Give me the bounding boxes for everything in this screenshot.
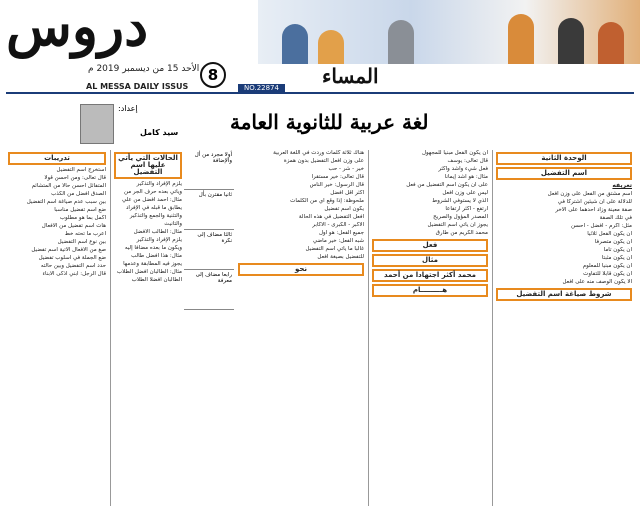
- author-photo: [80, 104, 114, 144]
- section-heading-2: مثال: [372, 254, 488, 267]
- text-line: جميع الفعل: هو أول: [319, 230, 364, 236]
- text-line: المصدر المؤول والصريح: [433, 214, 488, 220]
- text-line: يجوز فيه المطابقة وعدمها: [123, 261, 182, 267]
- text-line: مثل: أكرم - أفضل - أحسن: [570, 223, 632, 229]
- text-line: للتفضيل بصيغة أفعل: [317, 254, 364, 260]
- column-cases: [112, 150, 184, 506]
- text-line: أن يكون الفعل ثلاثيا: [587, 231, 632, 237]
- exercises-text: [8, 167, 106, 278]
- text-line: يكون اسم تفضيل: [324, 206, 364, 212]
- text-line: الطالبان أفضلا الطلاب: [131, 277, 182, 283]
- cases-text: [114, 181, 182, 284]
- text-line: أن يكون قابلا للتفاوت: [583, 271, 632, 277]
- text-line: ليس على وزن أفعل: [442, 190, 488, 196]
- section-heading-4: هـــــــــام: [372, 284, 488, 297]
- text-line: قال تعالى: يوسف: [447, 158, 488, 164]
- issue-date: الأحد 15 من ديسمبر 2019 م: [88, 64, 200, 74]
- text-line: صغ من الأفعال الآتية اسم تفضيل: [31, 247, 106, 253]
- text-line: يجوز أن يأتي اسم التفضيل: [427, 222, 488, 228]
- text-line: شبه الفعل: خير ماضي: [312, 238, 364, 244]
- text-line: أن يكون مبنيا للمعلوم: [582, 263, 632, 269]
- text-line: والتثنية والجمع والتذكير: [129, 213, 182, 219]
- grammar-heading: نحو: [238, 263, 364, 276]
- text-line: قال تعالى: ومن أحسن قولا: [44, 175, 106, 181]
- text-line: يلزم الإفراد والتذكير: [136, 237, 182, 243]
- text-line: ضع الجملة في أسلوب تفضيل: [38, 255, 106, 261]
- column-lesson: [494, 150, 634, 506]
- text-line: فعل شيء وأشد وأكثر: [438, 166, 488, 172]
- text-line: صفة معينة وزاد أحدهما على الآخر: [555, 207, 632, 213]
- lesson-text: [496, 191, 632, 286]
- text-line: الأكبر - الكبرى - الأكابر: [312, 222, 364, 228]
- text-line: في تلك الصفة: [599, 215, 632, 221]
- text-line: أن يكون تاما: [603, 247, 632, 253]
- header-photo-collage: [258, 0, 640, 64]
- issue-number: NO.22874: [238, 84, 285, 92]
- text-line: قال الرجل: ابني أذكى الأبناء: [42, 271, 106, 277]
- cases-heading: الحالات التي يأتي عليها اسم التفضيل: [114, 152, 182, 179]
- text-line: يطابق ما قبله في الإفراد: [125, 205, 182, 211]
- section-heading-3: محمد أكثر اجتهادا من أحمد: [372, 269, 488, 282]
- text-line: ويأتي بعده حرف الجر من: [124, 189, 182, 195]
- text-line: على وزن أفعل التفضيل بدون همزة: [283, 158, 364, 164]
- page-number: 8: [200, 62, 226, 88]
- daily-name-english: AL MESSA DAILY ISSUS: [86, 82, 189, 91]
- text-line: محمد الكريم من طارق: [435, 230, 488, 236]
- header-rule: [6, 92, 634, 94]
- text-line: على أن يكون اسم التفضيل من فعل: [406, 182, 488, 188]
- text-line: أرتفع - أكثر ارتفاعا: [445, 206, 488, 212]
- text-line: أعرب ما تحته خط: [64, 231, 106, 237]
- lesson-heading: اسم التفضيل: [496, 167, 632, 180]
- text-line: والتأنيث: [164, 221, 182, 227]
- text-line: أفعل التفضيل في هذه الحالة: [298, 214, 364, 220]
- column-divider: [492, 150, 493, 506]
- case-4: رابعا مضاف إلى معرفة: [184, 270, 234, 310]
- text-line: غالبا ما يأتي اسم التفضيل: [305, 246, 364, 252]
- column-examples: [370, 150, 490, 506]
- section-heading-1: فعل: [372, 239, 488, 252]
- conditions-heading: شروط صياغة اسم التفضيل: [496, 288, 632, 301]
- text-line: استخرج اسم التفضيل: [56, 167, 106, 173]
- text-line: أن يكون متصرفا: [594, 239, 632, 245]
- text-line: مثال: الطالبان أفضل الطلاب: [116, 269, 182, 275]
- definition-heading: تعريفه: [612, 182, 632, 189]
- page-title: لغة عربية للثانوية العامة: [230, 110, 429, 134]
- text-line: قال تعالى: خير مستقرا: [311, 174, 364, 180]
- text-line: خير - شر - حب: [328, 166, 364, 172]
- text-line: أكمل بما هو مطلوب: [59, 215, 106, 221]
- text-line: المتفائل أحسن حالا من المتشائم: [31, 183, 106, 189]
- unit-heading: الوحدة الثانية: [496, 152, 632, 165]
- text-line: بين سبب عدم صياغة اسم التفضيل: [26, 199, 106, 205]
- masthead: [0, 0, 640, 96]
- byline-name: سيد كامل: [140, 128, 179, 137]
- text-line: ملحوظة: إذا وقع أي من الكلمات: [290, 198, 364, 204]
- text-line: مثال: أحمد أفضل من علي: [121, 197, 182, 203]
- examples-text: [372, 150, 488, 237]
- text-line: ألا يكون الوصف منه على أفعل: [562, 279, 632, 285]
- text-line: مثال: هذا أفضل طالب: [131, 253, 182, 259]
- column-divider: [110, 150, 111, 506]
- newspaper-brand: المساء: [322, 64, 379, 88]
- text-line: بين نوع اسم التفضيل: [57, 239, 106, 245]
- text-line: يلزم الإفراد والتذكير: [136, 181, 182, 187]
- text-line: قال الرسول: خير الناس: [309, 182, 364, 188]
- text-line: الذي لا يستوفي الشروط: [432, 198, 488, 204]
- case-3: ثالثا مضاف إلى نكرة: [184, 230, 234, 270]
- text-line: هناك ثلاثة كلمات وردت في اللغة العربية: [273, 150, 364, 156]
- column-grammar: [236, 150, 366, 506]
- text-line: الصدق أفضل من الكذب: [51, 191, 106, 197]
- text-line: اسم مشتق من الفعل على وزن أفعل: [547, 191, 632, 197]
- column-exercises: [6, 150, 108, 506]
- text-line: مثال: الطالب الأفضل: [133, 229, 182, 235]
- grammar-text: [238, 150, 364, 261]
- text-line: أن يكون الفعل مبنيا للمجهول: [421, 150, 488, 156]
- text-line: هات اسم تفضيل من الأفعال: [41, 223, 106, 229]
- text-line: حدد اسم التفضيل وبين حالته: [40, 263, 106, 269]
- text-line: مثال: هو أشد إيمانا: [444, 174, 488, 180]
- text-line: للدلالة على أن شيئين اشتركا في: [557, 199, 632, 205]
- section-logo: دروس: [6, 0, 149, 58]
- exercises-heading: تدريبات: [8, 152, 106, 165]
- case-2: ثانيا مقترن بأل: [184, 190, 234, 230]
- cases-table-labels: [184, 150, 234, 506]
- text-line: أكثر أقل أفضل: [330, 190, 364, 196]
- text-line: أن يكون مثبتا: [601, 255, 632, 261]
- text-line: ويكون ما بعده مضافا إليه: [124, 245, 182, 251]
- text-line: ضع اسم تفضيل مناسبا: [54, 207, 106, 213]
- column-divider: [368, 150, 369, 506]
- case-1: أولا مجرد من أل والإضافة: [184, 150, 234, 190]
- byline-label: إعداد:: [118, 104, 138, 113]
